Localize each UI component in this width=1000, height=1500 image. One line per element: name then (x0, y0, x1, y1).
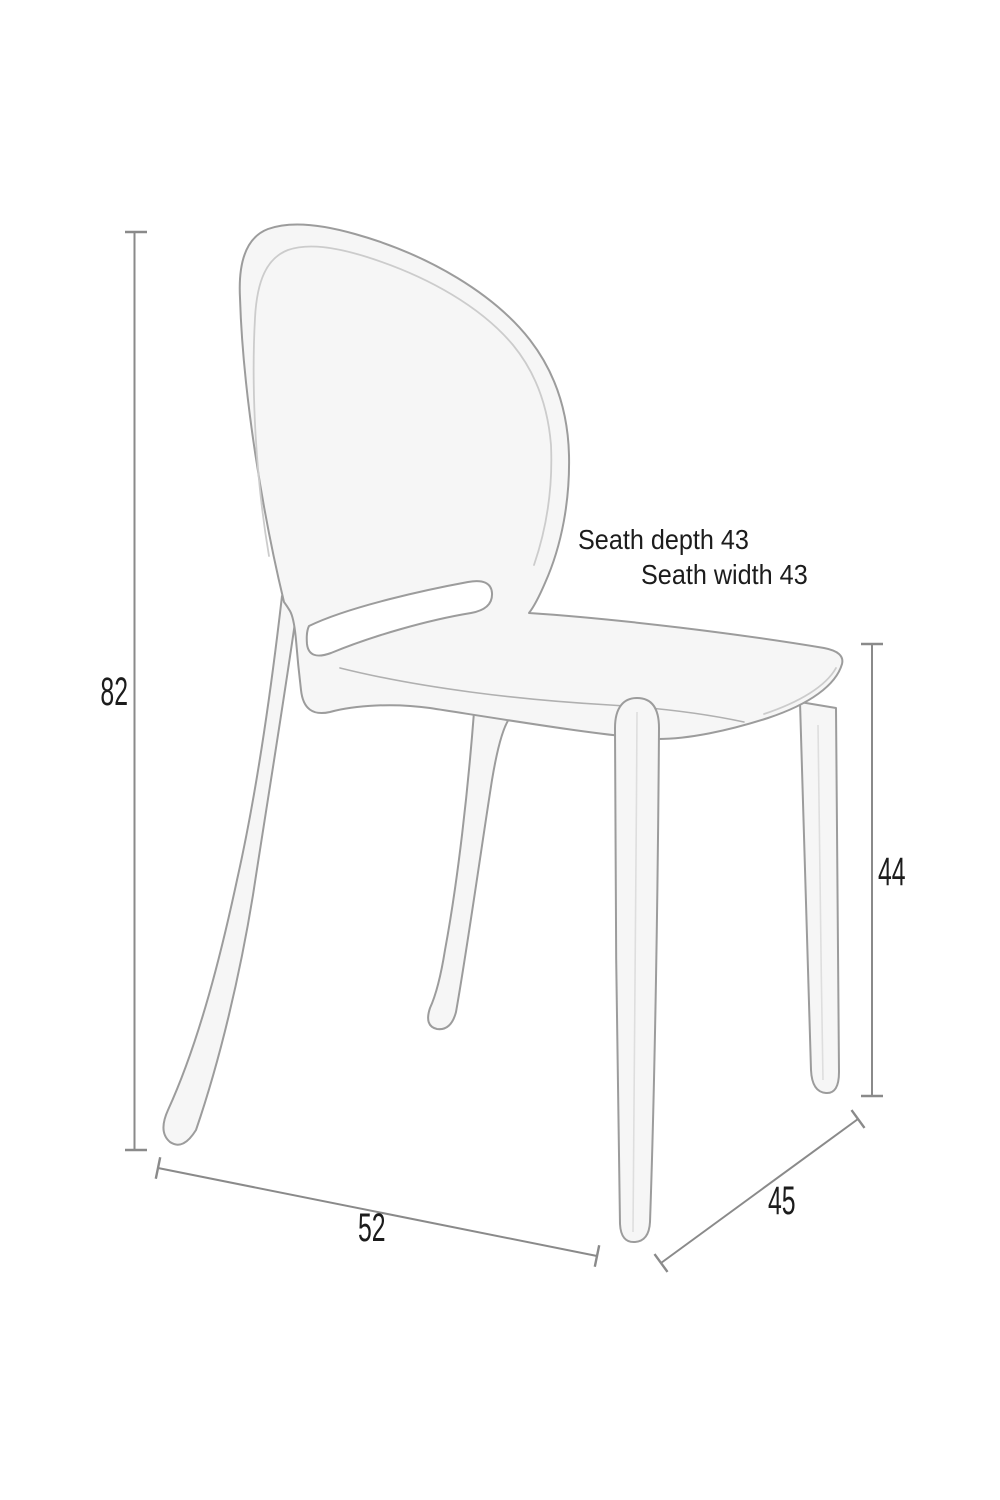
overall-height-label: 82 (100, 670, 128, 714)
seat-depth-note: Seath depth 43 (578, 524, 749, 555)
chair-body (240, 224, 843, 739)
base-depth-label: 45 (768, 1179, 796, 1223)
seat-width-note: Seath width 43 (641, 559, 808, 590)
base-width-label: 52 (358, 1206, 386, 1250)
chair-leg-back-right-icon (428, 712, 509, 1029)
chair-leg-back-left-icon (163, 596, 297, 1145)
seat-height-label: 44 (878, 850, 906, 894)
dim-overall-height (125, 232, 147, 1150)
dim-base-depth (655, 1110, 865, 1272)
chair (163, 224, 842, 1250)
